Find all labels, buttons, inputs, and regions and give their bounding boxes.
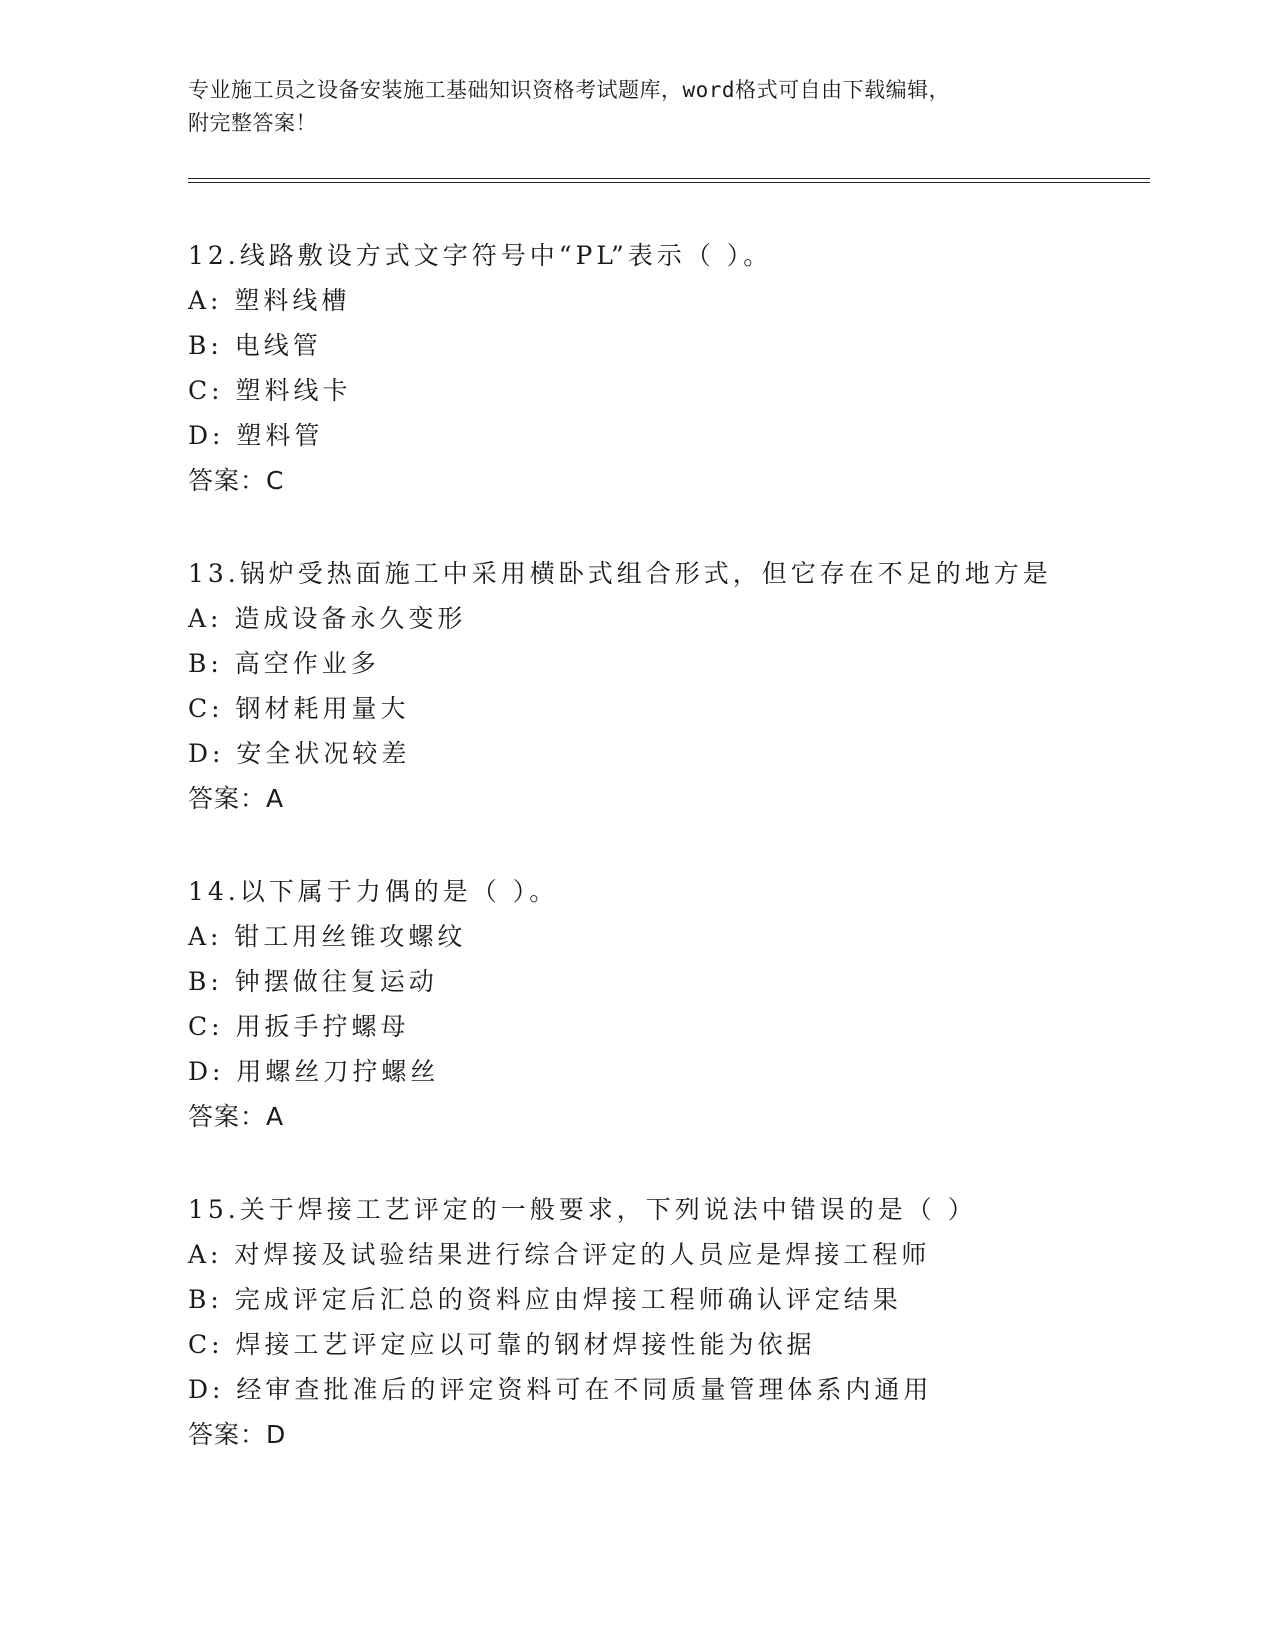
- option-a: A: 塑料线槽: [188, 286, 351, 315]
- option-d: D: 塑料管: [188, 421, 324, 450]
- question-13: [188, 551, 1148, 821]
- header-divider-top: [188, 178, 1150, 179]
- option-a: A: 钳工用丝锥攻螺纹: [188, 922, 467, 951]
- question-15: [188, 1187, 1148, 1457]
- header-divider-bottom: [188, 182, 1150, 183]
- question-stem: 14.以下属于力偶的是（ ）。: [188, 877, 559, 906]
- option-c: C: 钢材耗用量大: [188, 694, 410, 723]
- option-b: B: 钟摆做往复运动: [188, 967, 438, 996]
- answer: 答案：A: [188, 784, 285, 813]
- question-14: [188, 869, 1148, 1139]
- option-d: D: 用螺丝刀拧螺丝: [188, 1057, 440, 1086]
- option-d: D: 经审查批准后的评定资料可在不同质量管理体系内通用: [188, 1375, 933, 1404]
- header-line-2: 附完整答案！: [188, 111, 317, 135]
- option-a: A: 对焊接及试验结果进行综合评定的人员应是焊接工程师: [188, 1240, 931, 1269]
- option-b: B: 高空作业多: [188, 649, 380, 678]
- question-stem: 15.关于焊接工艺评定的一般要求，下列说法中错误的是（ ）: [188, 1195, 977, 1224]
- option-c: C: 用扳手拧螺母: [188, 1012, 410, 1041]
- option-b: B: 完成评定后汇总的资料应由焊接工程师确认评定结果: [188, 1285, 902, 1314]
- option-c: C: 焊接工艺评定应以可靠的钢材焊接性能为依据: [188, 1330, 816, 1359]
- option-b: B: 电线管: [188, 331, 322, 360]
- option-c: C: 塑料线卡: [188, 376, 352, 405]
- answer: 答案：C: [188, 466, 285, 495]
- option-a: A: 造成设备永久变形: [188, 604, 467, 633]
- header-line-1: 专业施工员之设备安装施工基础知识资格考试题库，word格式可自由下载编辑，: [188, 78, 951, 102]
- answer: 答案：D: [188, 1420, 287, 1449]
- document-header: [188, 74, 1088, 140]
- option-d: D: 安全状况较差: [188, 739, 411, 768]
- question-12: [188, 233, 1148, 503]
- question-stem: 12.线路敷设方式文字符号中“PL”表示（ ）。: [188, 241, 773, 270]
- answer: 答案：A: [188, 1102, 285, 1131]
- question-stem: 13.锅炉受热面施工中采用横卧式组合形式，但它存在不足的地方是: [188, 559, 1052, 588]
